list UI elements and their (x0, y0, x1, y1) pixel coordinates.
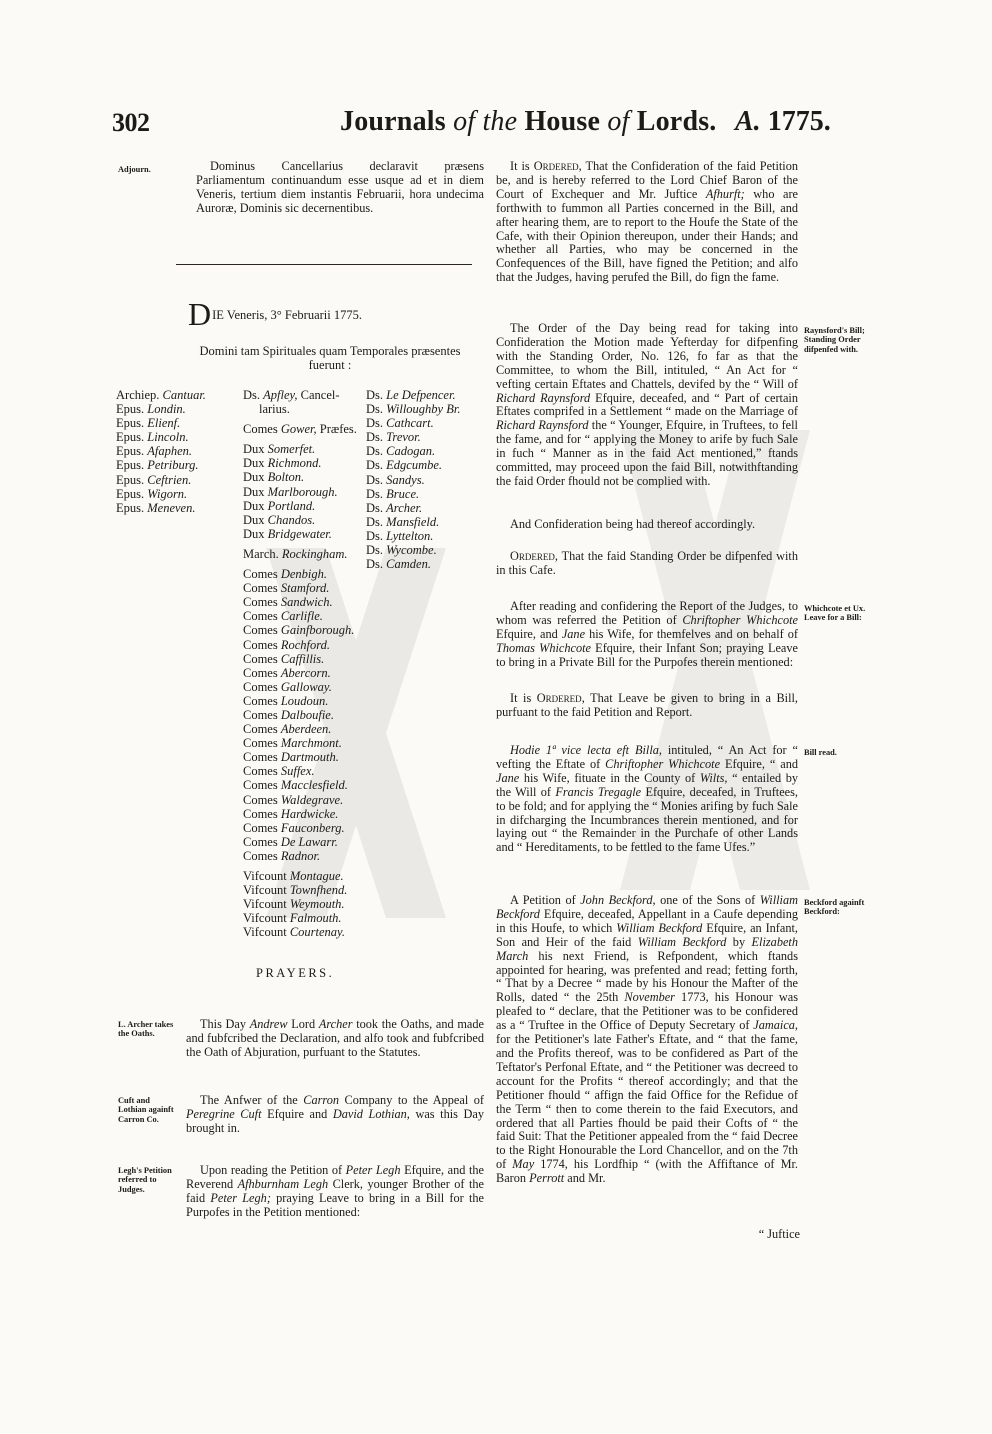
attendee-row: Dux Chandos. (243, 512, 316, 527)
attendee-row: March. Rockingham. (243, 546, 348, 561)
attendee-row: Epus. Elienf. (116, 416, 181, 431)
margin-note-whichcote: Whichcote et Ux. Leave for a Bill: (804, 604, 866, 623)
attendee-row: Comes Rochford. (243, 637, 331, 652)
attendance-col-barons (366, 388, 488, 571)
adjourn-paragraph (196, 160, 484, 216)
archer-paragraph: This Day Andrew Lord Archer took the Oaths, and made and fubfcribed the Declaration, and alfo took and fubfcribed the Oath of Abjuration, purfuant to the Statutes. (186, 1017, 484, 1059)
attendee-row: Ds. Lyttelton. (366, 528, 434, 543)
margin-note-legh: Legh's Petition referred to Judges. (118, 1166, 172, 1194)
attendee-row: Comes Fauconberg. (243, 820, 345, 835)
attendee-row: Ds. Archer. (366, 500, 423, 515)
attendee-row: Dux Somerfet. (243, 442, 316, 457)
prayers-heading: PRAYERS. (256, 966, 335, 980)
attendee-row: Comes Gower, Præfes. (243, 422, 357, 437)
attendee-row: Comes Gainfborough. (243, 623, 355, 638)
attendee-row: Epus. Petriburg. (116, 458, 199, 473)
attendee-row: Vifcount Weymouth. (243, 897, 345, 912)
consideration-paragraph: And Confideration being had thereof accordingly. (510, 517, 756, 531)
attendee-row: Comes Radnor. (243, 848, 321, 863)
margin-note-archer: L. Archer takes the Oaths. (118, 1020, 174, 1039)
right-column (496, 160, 798, 285)
attendee-row: Vifcount Falmouth. (243, 911, 342, 926)
margin-note-raynsford: Raynsford's Bill; Standing Order difpenfed with. (804, 326, 865, 354)
attendee-row: Comes Galloway. (243, 679, 332, 694)
title-lords: Lords. (636, 106, 717, 137)
margin-note-adjourn: Adjourn. (118, 165, 151, 174)
attendee-row: larius. (259, 402, 290, 417)
attendee-row: Epus. Wigorn. (116, 486, 188, 501)
attendee-row: Ds. Mansfield. (366, 514, 440, 529)
date-heading (188, 296, 362, 332)
attendee-row: Comes Denbigh. (243, 567, 328, 582)
attendee-row: Comes Aberdeen. (243, 722, 332, 737)
domini-line-2: fuerunt : (308, 358, 352, 373)
attendee-row: Comes Suffex. (243, 764, 315, 779)
attendee-row: Dux Portland. (243, 498, 316, 513)
margin-note-cust: Cuft and Lothian againft Carron Co. (118, 1096, 174, 1124)
running-year (735, 106, 831, 138)
attendee-row: Comes Waldegrave. (243, 792, 344, 807)
attendee-row: Ds. Edgcumbe. (366, 458, 443, 473)
attendee-row: Vifcount Montague. (243, 869, 344, 883)
year-value: 1775. (767, 106, 831, 137)
margin-note-beckford: Beckford againft Beckford: (804, 898, 865, 917)
catchword: “ Juftice (758, 1227, 800, 1241)
attendee-row: Comes Marchmont. (243, 736, 342, 751)
beckford-paragraph: A Petition of John Beckford, one of the Sons of William Beckford Efquire, deceafed, Appellant in a Caufe depending in this Houfe, to which William Beckford Efquire, an Infant, Son and Heir of the faid William Beckford by Elizabeth March his next Friend, is Refpondent, which ftands appointed for hearing, was prefented and read; fetting forth, “ That by a Decree “ made by his Honour the Mafter of the Rolls, dated “ the 25th November 1773, his Honour was pleafed to “ declare, that the Petitioner was to be confidered as a “ Truftee in the Office of Deputy Secretary of Jamaica, for the Petitioner's late Father's Eftate, and “ that the fame, and the Profits thereof, was to be confidered as Part of the Teftator's Perfonal Eftate, and “ the Petitioner was decreed to account for the Profits “ thereof accordingly; and that the Petitioner fhould “ affign the faid Office for the Refidue of the Term “ then to come therein to the faid Executors, and ordered that all Parties fhould be paid their Cofts of “ the faid Suit: That the Petitioner appealed from the “ faid Decree to the Right Honourable the Lord Chancellor, and on the 7th of May 1774, his Lordfhip “ (with the Affiftance of Mr. Baron Perrott and Mr. (496, 893, 799, 1186)
adjourn-text: Dominus Cancellarius declaravit præsens Parliamentum continuandum esse usque ad et in diem Veneris, tertium diem instantis Februarii, hora undecima Auroræ, Dominis sic decernentibus. (196, 159, 484, 215)
attendee-row: Dux Marlborough. (243, 484, 338, 499)
attendee-row: Vifcount Courtenay. (243, 925, 346, 940)
attendee-row: Comes Loudoun. (243, 693, 329, 708)
whichcote-paragraph: After reading and confidering the Report of the Judges, to whom was referred the Petition of Chriftopher Whichcote Efquire, and Jane his Wife, for themfelves and on behalf of Thomas Whichcote Efquire, their Infant Son; praying Leave to bring in a Private Bill for the Purpofes therein mentioned: (496, 599, 799, 669)
attendee-row: Comes Caffillis. (243, 651, 325, 666)
attendance-col-temporal (243, 388, 365, 939)
legh-paragraph: Upon reading the Petition of Peter Legh Efquire, and the Reverend Afhburnham Legh Clerk, younger Brother of the faid Peter Legh; praying Leave to bring in a Bill for the Purpofes in the Petition mentioned: (186, 1163, 484, 1219)
title-house: House (524, 106, 601, 137)
attendee-row: Comes Dalboufie. (243, 707, 334, 722)
attendee-row: Ds. Cathcart. (366, 416, 434, 431)
bill-read-paragraph: Hodie 1ª vice lecta eft Billa, intituled, “ An Act for “ vefting the Eftate of Chriftopher Whichcote Efquire, “ and Jane his Wife, fituate in the County of Wilts, “ entailed by the Will of Francis Tregagle Efquire, deceafed, in Truftees, to be fold; and for applying the “ Monies arifing by fuch Sale in difcharging the Incumbrances therein mentioned, and for laying out “ the Remainder in the Purchafe of other Lands and “ Hereditaments, to be fettled to the fame Ufes.” (496, 743, 798, 855)
date-rest: IE Veneris, 3° Februarii 1775. (212, 308, 362, 322)
attendee-row: Dux Bridgewater. (243, 526, 332, 541)
attendee-row: Ds. Apfley, Cancel- (243, 388, 340, 402)
running-title (340, 106, 717, 138)
attendee-row: Ds. Sandys. (366, 472, 425, 487)
attendee-row: Comes De Lawarr. (243, 834, 338, 849)
attendee-row: Comes Carlifle. (243, 609, 323, 624)
attendee-row: Ds. Trevor. (366, 430, 421, 445)
attendee-row: Comes Hardwicke. (243, 806, 339, 821)
attendee-row: Epus. Afaphen. (116, 444, 193, 459)
attendee-row: Ds. Cadogan. (366, 444, 436, 459)
standing-order-paragraph: Ordered, That the faid Standing Order be difpenfed with in this Cafe. (496, 549, 798, 577)
domini-heading (176, 344, 484, 372)
attendee-row: Ds. Wycombe. (366, 543, 437, 558)
leave-paragraph: It is Ordered, That Leave be given to bring in a Bill, purfuant to the faid Petition and Report. (496, 691, 798, 719)
attendee-row: Comes Stamford. (243, 581, 330, 596)
title-journals: Journals (340, 106, 446, 137)
attendee-row: Epus. Londin. (116, 402, 186, 417)
domini-line-1: Domini tam Spirituales quam Temporales præsentes (199, 344, 461, 358)
attendee-row: Ds. Camden. (366, 557, 431, 572)
attendee-row: Comes Dartmouth. (243, 750, 339, 765)
attendee-row: Ds. Willoughby Br. (366, 402, 461, 417)
raynsford-paragraph: The Order of the Day being read for taking into Confideration the Motion made Yefterday for difpenfing with the Standing Order, No. 126, fo far as that the Committee, to whom the Bill, intituled, “ An Act for “ vefting certain Eftates and Chattels, devifed by the “ Will of Richard Raynsford Efquire, deceafed, and “ Part of certain Eftates comprifed in a Settlement “ made on the Marriage of Richard Raynsford the “ Younger, Efquire, in Truftees, to fell the fame, and for “ applying the Money to arife by fuch Sale in fuch “ Manner as in the faid Act mentioned,” ftands committed, may proceed upon the faid Bill, notwithftanding the faid Order fhould not be complied with. (496, 321, 798, 488)
attendee-row: Ds. Le Defpencer. (366, 388, 456, 402)
cust-paragraph: The Anfwer of the Carron Company to the Appeal of Peregrine Cuft Efquire and David Lothian, was this Day brought in. (186, 1093, 485, 1135)
title-of: of (607, 106, 630, 137)
attendee-row: Epus. Ceftrien. (116, 472, 192, 487)
date-initial: D (188, 296, 212, 332)
margin-note-bill-read: Bill read. (804, 748, 837, 757)
attendee-row: Archiep. Cantuar. (116, 388, 206, 402)
page-number: 302 (112, 108, 150, 137)
attendee-row: Comes Abercorn. (243, 665, 331, 680)
title-of-the: of the (453, 106, 518, 137)
attendee-row: Comes Macclesfield. (243, 778, 348, 793)
attendee-row: Epus. Meneven. (116, 500, 196, 515)
section-divider (176, 264, 472, 265)
year-prefix: A. (735, 106, 761, 137)
attendee-row: Dux Bolton. (243, 470, 305, 485)
attendance-col-bishops (116, 388, 240, 515)
attendee-row: Comes Sandwich. (243, 595, 333, 610)
order-referral: It is Ordered, That the Confideration of the faid Petition be, and is hereby referred to the Lord Chief Baron of the Court of Exchequer and Mr. Juftice Afhurft; who are forthwith to fummon all Parties concerned in the Bill, and after hearing them, are to report to the Houfe the State of the Cafe, with their Opinion thereupon, under their Hands; and whether all Parties, who may be concerned in the Confequences of the Bill, have figned the Petition; and alfo that the Judges, having perufed the Bill, do fign the fame. (496, 159, 799, 285)
attendee-row: Epus. Lincoln. (116, 430, 189, 445)
attendee-row: Dux Richmond. (243, 456, 322, 471)
attendee-row: Ds. Bruce. (366, 486, 420, 501)
attendee-row: Vifcount Townfhend. (243, 883, 348, 898)
